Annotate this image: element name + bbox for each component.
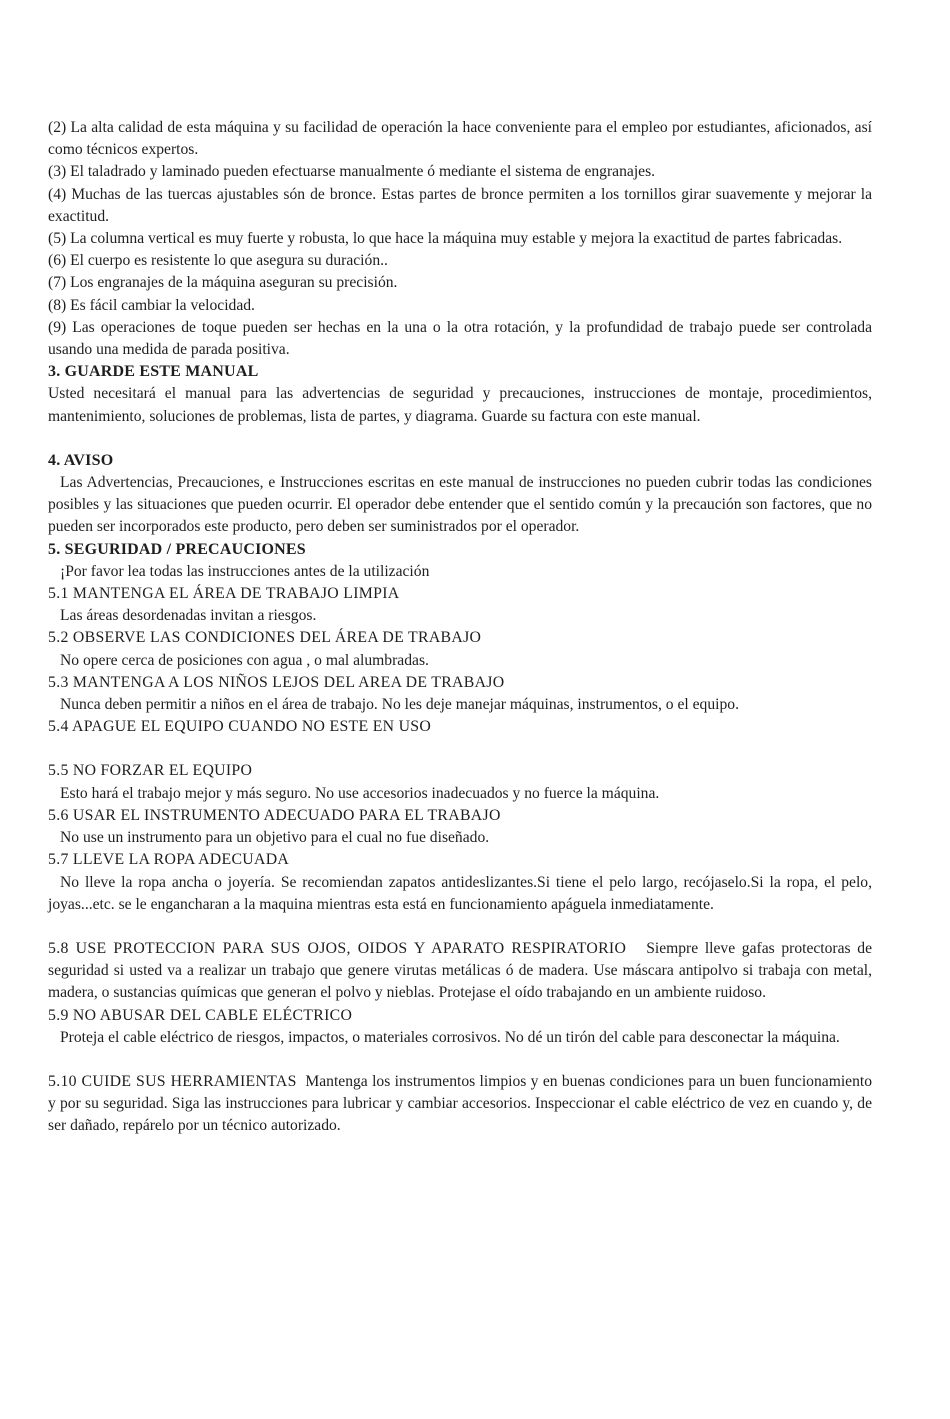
item-5-9-body: Proteja el cable eléctrico de riesgos, impactos, o materiales corrosivos. No dé un tirón del cable para desconectar la máquina. [60, 1028, 840, 1046]
spacer [48, 1049, 872, 1071]
spacer [48, 738, 872, 760]
feature-4: (4) Muchas de las tuercas ajustables són de bronce. Estas partes de bronce permiten a los tornillos girar suavemente y mejorar la exactitud. [48, 185, 872, 225]
item-5-5-title: 5.5 NO FORZAR EL EQUIPO [48, 762, 253, 780]
manual-page [48, 117, 872, 1138]
section-5-heading: 5. SEGURIDAD / PRECAUCIONES [48, 540, 306, 558]
item-5-5-body: Esto hará el trabajo mejor y más seguro. No use accesorios inadecuados y no fuerce la máquina. [60, 784, 660, 802]
section-5-intro: ¡Por favor lea todas las instrucciones antes de la utilización [60, 562, 430, 580]
item-5-8-body: Siempre lleve gafas protectoras de seguridad si usted va a realizar un trabajo que genere virutas metálicas ó de madera. Use máscara antipolvo si trabaja con metal, madera, o sustancias químicas que generan el polvo y nieblas. Protejase el oído trabajando en un ambiente ruidoso. [48, 939, 872, 1002]
spacer [48, 916, 872, 938]
item-5-7-title: 5.7 LLEVE LA ROPA ADECUADA [48, 851, 290, 869]
section-3-body: Usted necesitará el manual para las advertencias de seguridad y precauciones, instrucciones de montaje, procedimientos, mantenimiento, soluciones de problemas, lista de partes, y diagrama. Guarde su factura con este manual. [48, 385, 872, 425]
item-5-7-body: No lleve la ropa ancha o joyería. Se recomiendan zapatos antideslizantes.Si tiene el pelo largo, recójaselo.Si la ropa, el pelo, joyas...etc. se le engancharan a la maquina mientras esta está en funcionamiento apáguela inmediatamente. [48, 873, 872, 913]
section-3-heading: 3. GUARDE ESTE MANUAL [48, 363, 259, 381]
feature-8: (8) Es fácil cambiar la velocidad. [48, 296, 255, 314]
section-4-heading: 4. AVISO [48, 451, 114, 469]
item-5-8 [48, 938, 872, 1005]
item-5-6-body: No use un instrumento para un objetivo para el cual no fue diseñado. [60, 829, 490, 847]
feature-3: (3) El taladrado y laminado pueden efectuarse manualmente ó mediante el sistema de engranajes. [48, 163, 656, 181]
item-5-6-title: 5.6 USAR EL INSTRUMENTO ADECUADO PARA EL TRABAJO [48, 806, 501, 824]
item-5-10 [48, 1071, 872, 1138]
item-5-8-title: 5.8 USE PROTECCION PARA SUS OJOS, OIDOS Y APARATO RESPIRATORIO [48, 939, 627, 957]
item-5-2-body: No opere cerca de posiciones con agua , o mal alumbradas. [60, 651, 429, 669]
section-4-body: Las Advertencias, Precauciones, e Instrucciones escritas en este manual de instrucciones no pueden cubrir todas las condiciones posibles y las situaciones que pueden ocurrir. El operador debe entender que el sentido común y la precaución son factores, que no pueden ser incorporados este producto, pero deben ser suministrados por el operador. [48, 474, 872, 536]
item-5-10-body: Mantenga los instrumentos limpios y en buenas condiciones para un buen funcionamiento y por su seguridad. Siga las instrucciones para lubricar y cambiar accesorios. Inspeccionar el cable eléctrico de vez en cuando y, de ser dañado, repárelo por un técnico autorizado. [48, 1072, 873, 1135]
item-5-9-title: 5.9 NO ABUSAR DEL CABLE ELÉCTRICO [48, 1006, 353, 1024]
feature-5: (5) La columna vertical es muy fuerte y robusta, lo que hace la máquina muy estable y mejora la exactitud de partes fabricadas. [48, 230, 843, 248]
item-5-10-title: 5.10 CUIDE SUS HERRAMIENTAS [48, 1072, 297, 1090]
feature-7: (7) Los engranajes de la máquina aseguran su precisión. [48, 274, 398, 292]
item-5-4-title: 5.4 APAGUE EL EQUIPO CUANDO NO ESTE EN USO [48, 718, 432, 736]
item-5-2-title: 5.2 OBSERVE LAS CONDICIONES DEL ÁREA DE TRABAJO [48, 629, 482, 647]
feature-6: (6) El cuerpo es resistente lo que asegura su duración.. [48, 252, 388, 270]
spacer [48, 428, 872, 450]
feature-2: (2) La alta calidad de esta máquina y su facilidad de operación la hace conveniente para el empleo por estudiantes, aficionados, así como técnicos expertos. [48, 119, 872, 159]
feature-9: (9) Las operaciones de toque pueden ser hechas en la una o la otra rotación, y la profundidad de trabajo puede ser controlada usando una medida de parada positiva. [48, 318, 872, 359]
item-5-1-title: 5.1 MANTENGA EL ÁREA DE TRABAJO LIMPIA [48, 585, 400, 603]
item-5-3-title: 5.3 MANTENGA A LOS NIÑOS LEJOS DEL AREA DE TRABAJO [48, 673, 505, 691]
item-5-3-body: Nunca deben permitir a niños en el área de trabajo. No les deje manejar máquinas, instrumentos, o el equipo. [60, 696, 739, 714]
item-5-1-body: Las áreas desordenadas invitan a riesgos. [60, 607, 317, 625]
